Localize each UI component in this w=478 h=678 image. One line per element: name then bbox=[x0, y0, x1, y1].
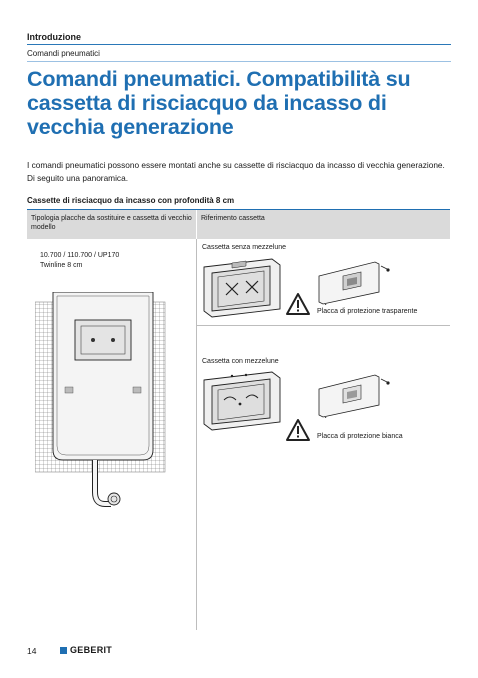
section-title: Introduzione bbox=[27, 32, 81, 42]
protection-plate-illustration-1 bbox=[315, 260, 393, 305]
warning-icon-2 bbox=[285, 418, 311, 442]
row-divider bbox=[196, 325, 450, 326]
compatibility-table bbox=[27, 209, 450, 630]
subsection-title: Comandi pneumatici bbox=[27, 49, 100, 58]
brand-logo: GEBERIT bbox=[70, 645, 113, 655]
header-divider bbox=[27, 44, 451, 45]
model-depth: Twinline 8 cm bbox=[40, 262, 83, 269]
row2-title: Cassetta con mezzelune bbox=[202, 358, 279, 365]
cistern-frame-illustration-1 bbox=[202, 257, 282, 319]
page-title: Comandi pneumatici. Compatibilità su cassetta di risciacquo da incasso di vecchia generazione bbox=[27, 67, 411, 139]
column-header-right: Riferimento cassetta bbox=[197, 210, 450, 239]
row2-note: Placca di protezione bianca bbox=[317, 433, 403, 440]
column-header-left: Tipologia placche da sostituire e cassetta di vecchio modello bbox=[27, 210, 196, 239]
column-divider bbox=[196, 239, 197, 630]
protection-plate-illustration-2 bbox=[315, 373, 393, 418]
row1-title: Cassetta senza mezzelune bbox=[202, 244, 287, 251]
row1-note: Placca di protezione trasparente bbox=[317, 308, 418, 315]
table-caption: Cassette di risciacquo da incasso con profondità 8 cm bbox=[27, 196, 235, 205]
intro-paragraph: I comandi pneumatici possono essere montati anche su cassette di risciacquo da incasso di vecchia generazione. Di seguito una panoramica. bbox=[27, 160, 445, 183]
cistern-frame-illustration-2 bbox=[202, 370, 282, 432]
page-number: 14 bbox=[27, 646, 37, 656]
model-codes: 10.700 / 110.700 / UP170 bbox=[40, 252, 120, 259]
subheader-divider bbox=[27, 61, 451, 62]
warning-icon-1 bbox=[285, 292, 311, 316]
old-cistern-illustration bbox=[35, 292, 170, 512]
brand-logo-mark bbox=[60, 647, 67, 654]
